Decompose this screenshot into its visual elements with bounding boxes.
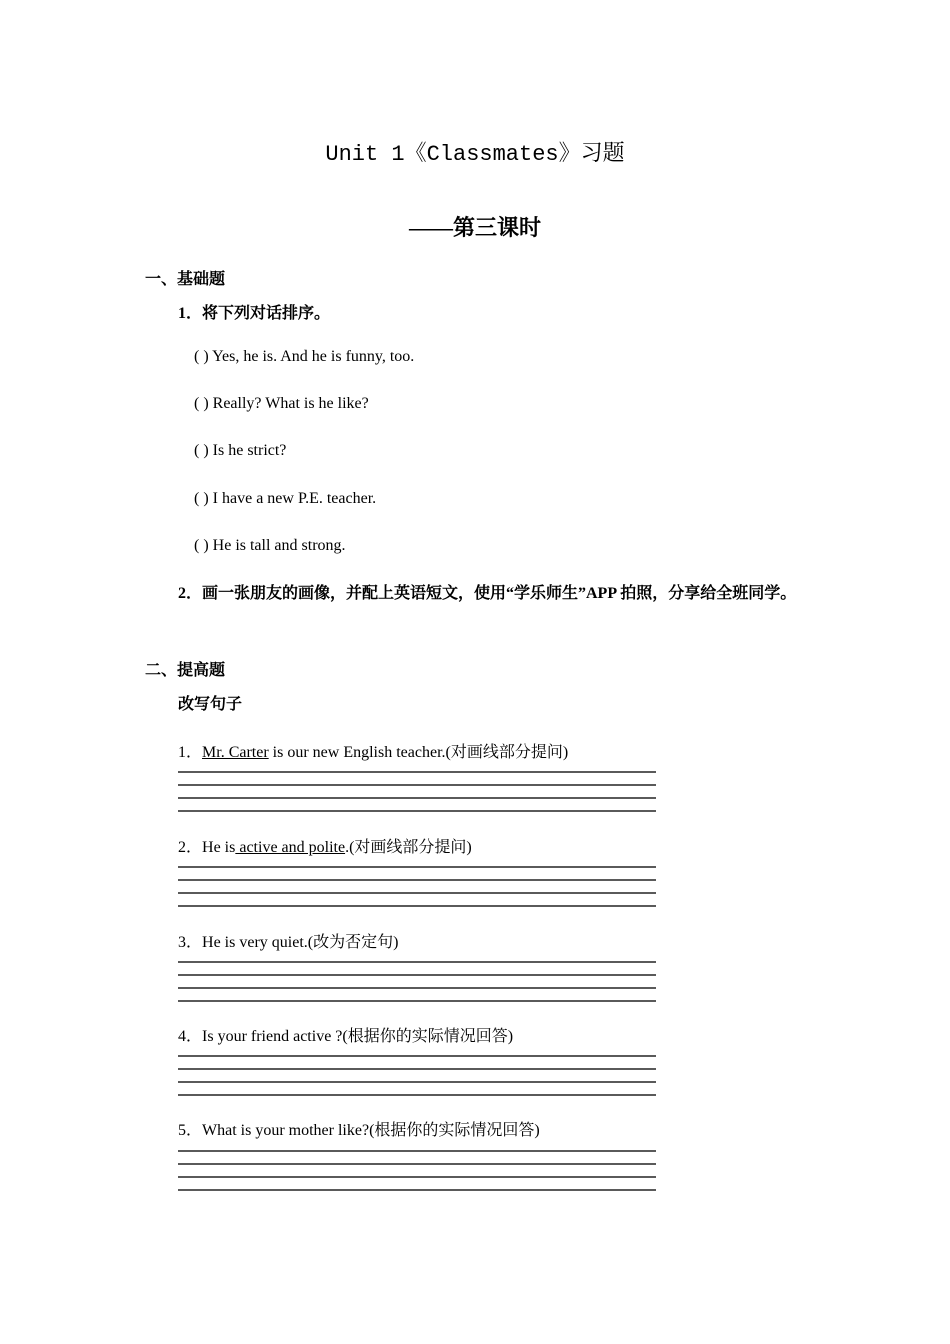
page-title: Unit 1《Classmates》习题 <box>325 142 625 167</box>
item-text: Is your friend active ?(根据你的实际情况回答) <box>202 1028 514 1045</box>
page-subtitle: ——第三课时 <box>408 215 541 240</box>
section-advanced-heading: 二、提高题 <box>145 662 226 679</box>
item-text: He is <box>202 839 236 856</box>
dialogue-item: ( ) I have a new P.E. teacher. <box>194 490 377 507</box>
underlined-text: Mr. Carter <box>202 744 269 761</box>
rewrite-item-4 <box>178 1023 513 1046</box>
item-number: 4． <box>178 1028 203 1045</box>
section-basic-heading: 一、基础题 <box>145 271 226 288</box>
item-text: .(对画线部分提问) <box>345 839 472 856</box>
dialogue-item: ( ) He is tall and strong. <box>194 537 346 554</box>
question-2-label: 2．画一张朋友的画像，并配上英语短文，使用“学乐师生”APP 拍照，分享给全班同学。 <box>178 585 797 602</box>
rewrite-subheading: 改写句子 <box>178 696 243 713</box>
answer-lines[interactable] <box>178 1150 656 1194</box>
answer-lines[interactable] <box>178 866 656 910</box>
question-1-label: 1．将下列对话排序。 <box>178 305 331 322</box>
answer-lines[interactable] <box>178 961 656 1005</box>
answer-lines[interactable] <box>178 1055 656 1099</box>
dialogue-item: ( ) Really? What is he like? <box>194 395 369 412</box>
item-number: 1． <box>178 744 203 761</box>
rewrite-item-3 <box>178 929 398 952</box>
answer-lines[interactable] <box>178 771 656 815</box>
item-text: is our new English teacher.(对画线部分提问) <box>268 744 569 761</box>
rewrite-item-2 <box>178 834 472 857</box>
rewrite-item-1 <box>178 739 568 762</box>
item-text: He is very quiet.(改为否定句) <box>202 934 399 951</box>
item-number: 5． <box>178 1122 203 1139</box>
item-number: 3． <box>178 934 203 951</box>
dialogue-item: ( ) Yes, he is. And he is funny, too. <box>194 348 415 365</box>
item-number: 2． <box>178 839 203 856</box>
item-text: What is your mother like?(根据你的实际情况回答) <box>202 1122 540 1139</box>
underlined-text: active and polite <box>235 839 346 856</box>
rewrite-item-5 <box>178 1117 540 1140</box>
dialogue-item: ( ) Is he strict? <box>194 442 287 459</box>
